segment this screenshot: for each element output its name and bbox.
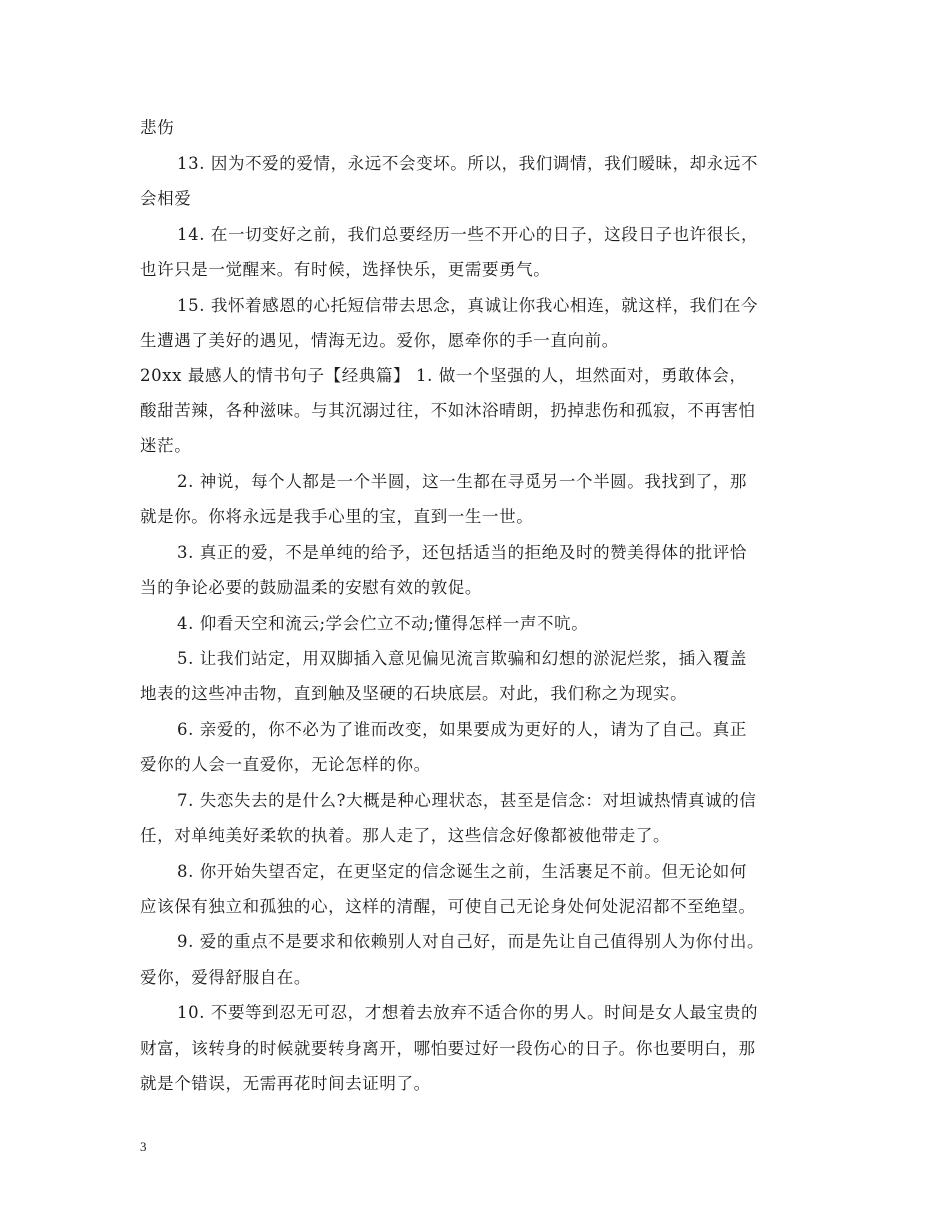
- text-line: 爱你的人会一直爱你，无论怎样的你。: [140, 755, 431, 774]
- text-line: 就是个错误，无需再花时间去证明了。: [140, 1074, 431, 1093]
- text-line: 13. 因为不爱的爱情，永远不会变坏。所以，我们调情，我们暧昧，却永远不: [177, 154, 759, 173]
- text-line: 应该保有独立和孤独的心，这样的清醒，可使自己无论身处何处泥沼都不至绝望。: [140, 897, 756, 916]
- text-line: 15. 我怀着感恩的心托短信带去思念，真诚让你我心相连，就这样，我们在今: [177, 296, 759, 315]
- text-line: 酸甜苦辣，各种滋味。与其沉溺过往，不如沐浴晴朗，扔掉悲伤和孤寂，不再害怕: [140, 401, 756, 420]
- text-line: 就是你。你将永远是我手心里的宝，直到一生一世。: [140, 507, 534, 526]
- text-line: 6. 亲爱的，你不必为了谁而改变，如果要成为更好的人，请为了自己。真正: [177, 720, 747, 739]
- text-line: 5. 让我们站定，用双脚插入意见偏见流言欺骗和幻想的淤泥烂浆，插入覆盖: [177, 649, 747, 668]
- text-line: 4. 仰看天空和流云;学会伫立不动;懂得怎样一声不吭。: [177, 614, 589, 633]
- text-line: 7. 失恋失去的是什么?大概是种心理状态，甚至是信念：对坦诚热情真诚的信: [177, 791, 757, 810]
- section-heading-line: 20xx 最感人的情书句子【经典篇】 1. 做一个坚强的人，坦然面对，勇敢体会，: [140, 366, 747, 385]
- text-line: 10. 不要等到忍无可忍，才想着去放弃不适合你的男人。时间是女人最宝贵的: [177, 1003, 759, 1022]
- text-line: 3. 真正的爱，不是单纯的给予，还包括适当的拒绝及时的赞美得体的批评恰: [177, 543, 747, 562]
- text-line: 财富，该转身的时候就要转身离开，哪怕要过好一段伤心的日子。你也要明白，那: [140, 1039, 756, 1058]
- text-line: 迷茫。: [140, 436, 192, 455]
- text-line: 任，对单纯美好柔软的执着。那人走了，这些信念好像都被他带走了。: [140, 826, 671, 845]
- text-line: 当的争论必要的鼓励温柔的安慰有效的敦促。: [140, 578, 482, 597]
- text-line: 9. 爱的重点不是要求和依赖别人对自己好，而是先让自己值得别人为你付出。: [177, 932, 765, 951]
- text-line: 生遭遇了美好的遇见，情海无边。爱你，愿牵你的手一直向前。: [140, 331, 619, 350]
- page-number: 3: [140, 1139, 147, 1154]
- text-line: 地表的这些冲击物，直到触及坚硬的石块底层。对此，我们称之为现实。: [140, 684, 688, 703]
- text-line: 悲伤: [140, 118, 175, 137]
- text-line: 8. 你开始失望否定，在更坚定的信念诞生之前，生活裹足不前。但无论如何: [177, 862, 747, 881]
- text-line: 爱你，爱得舒服自在。: [140, 968, 311, 987]
- text-line: 会相爱: [140, 189, 192, 208]
- text-line: 14. 在一切变好之前，我们总要经历一些不开心的日子，这段日子也许很长，: [177, 225, 759, 244]
- text-line: 也许只是一觉醒来。有时候，选择快乐，更需要勇气。: [140, 260, 551, 279]
- text-line: 2. 神说，每个人都是一个半圆，这一生都在寻觅另一个半圆。我找到了，那: [177, 472, 747, 491]
